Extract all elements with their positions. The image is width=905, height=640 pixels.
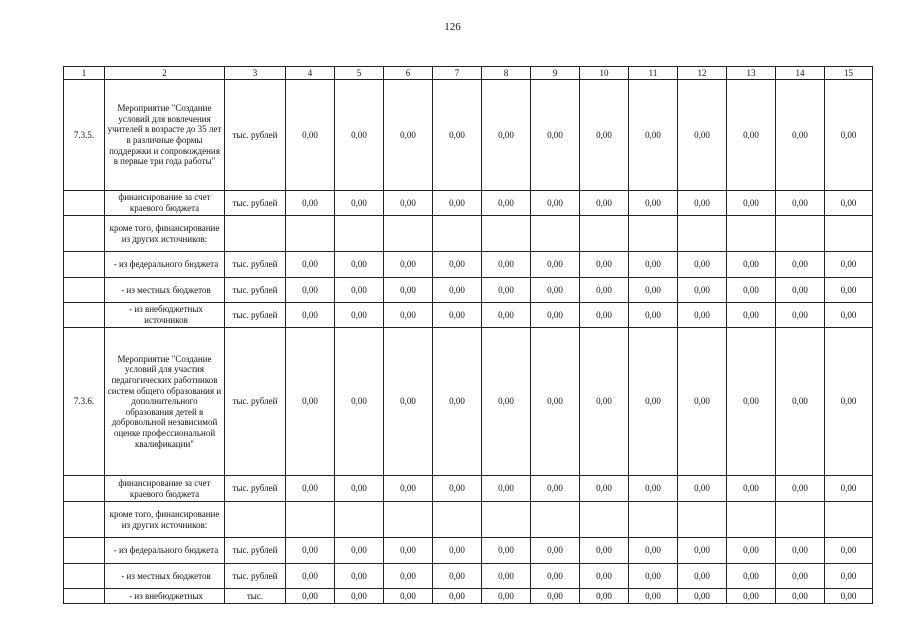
value-cell: 0,00	[825, 278, 873, 303]
table-body	[64, 80, 873, 604]
value-cell: 0,00	[776, 303, 825, 328]
column-header: 1	[64, 67, 105, 80]
value-cell: 0,00	[384, 538, 433, 564]
value-cell: 0,00	[482, 564, 531, 589]
value-cell: 0,00	[580, 538, 629, 564]
value-cell: 0,00	[825, 589, 873, 604]
value-cell: 0,00	[335, 538, 384, 564]
value-cell: 0,00	[433, 476, 482, 502]
value-cell: 0,00	[531, 191, 580, 216]
value-cell: 0,00	[286, 278, 335, 303]
value-cell	[433, 216, 482, 252]
row-unit: тыс. рублей	[225, 191, 286, 216]
row-code	[64, 502, 105, 538]
value-cell: 0,00	[727, 303, 776, 328]
row-unit: тыс. рублей	[225, 476, 286, 502]
value-cell: 0,00	[286, 303, 335, 328]
row-code	[64, 191, 105, 216]
value-cell: 0,00	[433, 589, 482, 604]
value-cell: 0,00	[286, 589, 335, 604]
value-cell: 0,00	[825, 252, 873, 278]
table-row	[64, 502, 873, 538]
value-cell: 0,00	[531, 589, 580, 604]
value-cell: 0,00	[776, 80, 825, 191]
value-cell	[286, 216, 335, 252]
value-cell: 0,00	[286, 328, 335, 476]
value-cell: 0,00	[776, 476, 825, 502]
value-cell: 0,00	[776, 589, 825, 604]
column-header: 5	[335, 67, 384, 80]
value-cell: 0,00	[825, 80, 873, 191]
value-cell: 0,00	[482, 538, 531, 564]
row-code	[64, 278, 105, 303]
value-cell: 0,00	[580, 328, 629, 476]
value-cell: 0,00	[727, 476, 776, 502]
table-row	[64, 80, 873, 191]
value-cell: 0,00	[433, 278, 482, 303]
value-cell	[678, 216, 727, 252]
value-cell: 0,00	[825, 191, 873, 216]
row-unit: тыс. рублей	[225, 252, 286, 278]
value-cell: 0,00	[482, 589, 531, 604]
row-code	[64, 538, 105, 564]
value-cell: 0,00	[286, 476, 335, 502]
value-cell: 0,00	[384, 80, 433, 191]
column-header: 14	[776, 67, 825, 80]
row-unit: тыс. рублей	[225, 564, 286, 589]
row-unit	[225, 216, 286, 252]
column-header: 11	[629, 67, 678, 80]
value-cell: 0,00	[482, 328, 531, 476]
row-code	[64, 476, 105, 502]
value-cell: 0,00	[482, 278, 531, 303]
value-cell: 0,00	[531, 252, 580, 278]
value-cell: 0,00	[825, 564, 873, 589]
value-cell: 0,00	[384, 278, 433, 303]
value-cell	[727, 216, 776, 252]
row-name: финансирование за счет краевого бюджета	[105, 191, 225, 216]
value-cell: 0,00	[776, 252, 825, 278]
value-cell: 0,00	[335, 80, 384, 191]
value-cell	[531, 502, 580, 538]
value-cell: 0,00	[286, 191, 335, 216]
value-cell: 0,00	[433, 303, 482, 328]
table-row	[64, 252, 873, 278]
value-cell: 0,00	[678, 252, 727, 278]
row-name: - из местных бюджетов	[105, 564, 225, 589]
value-cell: 0,00	[335, 328, 384, 476]
value-cell: 0,00	[629, 191, 678, 216]
value-cell: 0,00	[727, 191, 776, 216]
value-cell: 0,00	[433, 191, 482, 216]
row-name: - из внебюджетных источников	[105, 303, 225, 328]
table-row	[64, 303, 873, 328]
value-cell: 0,00	[433, 538, 482, 564]
value-cell: 0,00	[482, 476, 531, 502]
row-code	[64, 252, 105, 278]
value-cell: 0,00	[433, 564, 482, 589]
value-cell	[482, 216, 531, 252]
table-row	[64, 216, 873, 252]
value-cell	[335, 502, 384, 538]
row-name: - из федерального бюджета	[105, 538, 225, 564]
value-cell: 0,00	[482, 252, 531, 278]
value-cell: 0,00	[825, 303, 873, 328]
value-cell	[335, 216, 384, 252]
value-cell	[825, 502, 873, 538]
row-code	[64, 303, 105, 328]
value-cell: 0,00	[629, 303, 678, 328]
column-header: 8	[482, 67, 531, 80]
table-row	[64, 191, 873, 216]
value-cell	[531, 216, 580, 252]
row-name: финансирование за счет краевого бюджета	[105, 476, 225, 502]
value-cell	[433, 502, 482, 538]
value-cell: 0,00	[629, 80, 678, 191]
column-header: 7	[433, 67, 482, 80]
value-cell: 0,00	[678, 303, 727, 328]
row-unit: тыс. рублей	[225, 303, 286, 328]
value-cell: 0,00	[531, 303, 580, 328]
value-cell: 0,00	[482, 303, 531, 328]
value-cell: 0,00	[825, 328, 873, 476]
value-cell: 0,00	[825, 476, 873, 502]
value-cell: 0,00	[384, 564, 433, 589]
column-header: 4	[286, 67, 335, 80]
value-cell	[384, 502, 433, 538]
column-header: 10	[580, 67, 629, 80]
column-header: 12	[678, 67, 727, 80]
table-row	[64, 589, 873, 604]
row-name: кроме того, финансирование из других источников:	[105, 216, 225, 252]
value-cell: 0,00	[384, 589, 433, 604]
row-name: - из федерального бюджета	[105, 252, 225, 278]
value-cell: 0,00	[776, 278, 825, 303]
value-cell: 0,00	[531, 328, 580, 476]
value-cell: 0,00	[678, 278, 727, 303]
value-cell: 0,00	[678, 589, 727, 604]
value-cell: 0,00	[531, 476, 580, 502]
row-name: - из внебюджетных	[105, 589, 225, 604]
page-number: 126	[444, 21, 461, 33]
value-cell: 0,00	[531, 80, 580, 191]
value-cell: 0,00	[335, 476, 384, 502]
value-cell: 0,00	[580, 252, 629, 278]
value-cell: 0,00	[580, 303, 629, 328]
column-header: 3	[225, 67, 286, 80]
row-name: - из местных бюджетов	[105, 278, 225, 303]
row-unit: тыс. рублей	[225, 80, 286, 191]
value-cell	[580, 502, 629, 538]
value-cell: 0,00	[531, 538, 580, 564]
table-row	[64, 328, 873, 476]
row-name: Мероприятие "Создание условий для участия педагогических работников систем общего образования и дополнительного образования детей в добровольной независимой оценке профессиональной квалификации"	[105, 328, 225, 476]
value-cell: 0,00	[678, 191, 727, 216]
value-cell: 0,00	[776, 328, 825, 476]
row-code	[64, 216, 105, 252]
value-cell	[482, 502, 531, 538]
value-cell: 0,00	[678, 476, 727, 502]
value-cell: 0,00	[384, 476, 433, 502]
value-cell	[825, 216, 873, 252]
value-cell	[286, 502, 335, 538]
value-cell: 0,00	[727, 564, 776, 589]
value-cell	[580, 216, 629, 252]
row-name: Мероприятие "Создание условий для вовлечения учителей в возрасте до 35 лет в различные формы поддержки и сопровождения в первые три года работы"	[105, 80, 225, 191]
value-cell: 0,00	[629, 476, 678, 502]
value-cell: 0,00	[580, 191, 629, 216]
value-cell: 0,00	[384, 252, 433, 278]
row-name: кроме того, финансирование из других источников:	[105, 502, 225, 538]
value-cell: 0,00	[678, 564, 727, 589]
value-cell: 0,00	[433, 252, 482, 278]
row-code	[64, 564, 105, 589]
column-header: 13	[727, 67, 776, 80]
value-cell: 0,00	[580, 589, 629, 604]
value-cell: 0,00	[335, 564, 384, 589]
value-cell	[678, 502, 727, 538]
value-cell	[629, 216, 678, 252]
column-header: 9	[531, 67, 580, 80]
table-row	[64, 278, 873, 303]
value-cell: 0,00	[335, 589, 384, 604]
value-cell: 0,00	[580, 476, 629, 502]
value-cell: 0,00	[335, 191, 384, 216]
table-row	[64, 538, 873, 564]
column-header: 2	[105, 67, 225, 80]
value-cell	[727, 502, 776, 538]
value-cell: 0,00	[580, 278, 629, 303]
value-cell: 0,00	[776, 191, 825, 216]
value-cell: 0,00	[629, 278, 678, 303]
table-row	[64, 564, 873, 589]
value-cell: 0,00	[629, 328, 678, 476]
value-cell: 0,00	[335, 278, 384, 303]
value-cell: 0,00	[286, 564, 335, 589]
value-cell: 0,00	[727, 538, 776, 564]
value-cell: 0,00	[433, 328, 482, 476]
value-cell: 0,00	[678, 538, 727, 564]
value-cell: 0,00	[384, 303, 433, 328]
value-cell: 0,00	[433, 80, 482, 191]
value-cell	[384, 216, 433, 252]
value-cell: 0,00	[727, 589, 776, 604]
value-cell: 0,00	[678, 328, 727, 476]
value-cell: 0,00	[727, 328, 776, 476]
value-cell: 0,00	[384, 191, 433, 216]
row-unit: тыс. рублей	[225, 328, 286, 476]
value-cell	[776, 216, 825, 252]
value-cell: 0,00	[335, 252, 384, 278]
value-cell: 0,00	[531, 278, 580, 303]
table-row	[64, 476, 873, 502]
value-cell	[629, 502, 678, 538]
row-unit: тыс. рублей	[225, 538, 286, 564]
value-cell: 0,00	[580, 564, 629, 589]
value-cell: 0,00	[629, 252, 678, 278]
value-cell: 0,00	[678, 80, 727, 191]
value-cell: 0,00	[384, 328, 433, 476]
value-cell	[776, 502, 825, 538]
value-cell: 0,00	[482, 191, 531, 216]
value-cell: 0,00	[286, 80, 335, 191]
value-cell: 0,00	[776, 564, 825, 589]
value-cell: 0,00	[629, 589, 678, 604]
value-cell: 0,00	[727, 80, 776, 191]
value-cell: 0,00	[629, 564, 678, 589]
column-header: 15	[825, 67, 873, 80]
row-unit	[225, 502, 286, 538]
value-cell: 0,00	[825, 538, 873, 564]
row-code: 7.3.6.	[64, 328, 105, 476]
table-header-row	[64, 67, 873, 80]
value-cell: 0,00	[531, 564, 580, 589]
row-unit: тыс.	[225, 589, 286, 604]
value-cell: 0,00	[727, 252, 776, 278]
column-header: 6	[384, 67, 433, 80]
value-cell: 0,00	[286, 538, 335, 564]
row-unit: тыс. рублей	[225, 278, 286, 303]
value-cell: 0,00	[335, 303, 384, 328]
value-cell: 0,00	[580, 80, 629, 191]
value-cell: 0,00	[286, 252, 335, 278]
budget-table	[63, 66, 873, 604]
row-code	[64, 589, 105, 604]
row-code: 7.3.5.	[64, 80, 105, 191]
value-cell: 0,00	[482, 80, 531, 191]
value-cell: 0,00	[776, 538, 825, 564]
value-cell: 0,00	[727, 278, 776, 303]
value-cell: 0,00	[629, 538, 678, 564]
